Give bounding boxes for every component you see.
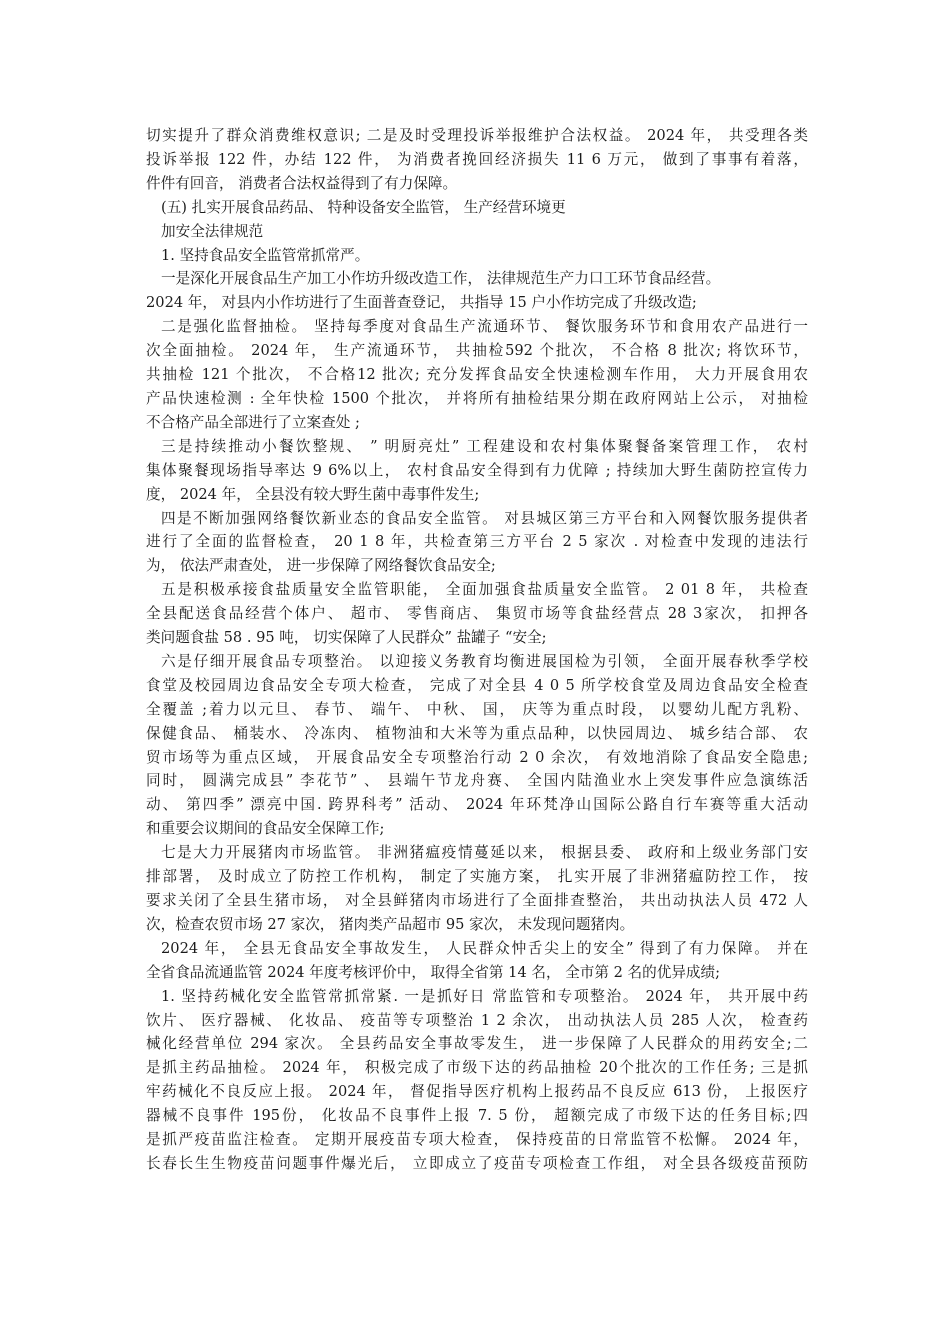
text-line: 动、 第四季” 漂亮中国. 跨界科考” 活动、 2024 年环梵净山国际公路自行车赛等重大活动 — [146, 796, 808, 814]
text-line: 投诉举报 122 件，办结 122 件， 为消费者挽回经济损失 11 6 万元， 做到了事事有着落， — [146, 150, 808, 168]
text-line: 械化经营单位 294 家次。 全县药品安全事故零发生， 进一步保障了人民群众的用药安全;二 — [146, 1035, 808, 1053]
text-line: 为， 依法严肃查处， 进一步保障了网络餐饮食品安全; — [146, 557, 496, 575]
text-line: 保健食品、 桶装水、 冷冻肉、 植物油和大米等为重点品种，以快园周边、 城乡结合部、 农 — [146, 724, 808, 742]
text-line: 次，检查农贸市场 27 家次， 猪肉类产品超市 95 家次， 未发现问题猪肉。 — [146, 915, 635, 933]
text-line: 1. 坚持药械化安全监管常抓常紧. 一是抓好日 常监管和专项整治。 2024 年， 共开展中药 — [161, 987, 808, 1005]
text-line: 全县配送食品经营个体户、 超市、 零售商店、 集贸市场等食盐经营点 28 3家次， 扣押各 — [146, 605, 808, 623]
text-line: 长春长生生物疫苗问题事件爆光后， 立即成立了疫苗专项检查工作组， 对全县各级疫苗预防 — [146, 1154, 808, 1172]
text-line: 饮片、 医疗器械、 化妆品、 疫苗等专项整治 1 2 余次， 出动执法人员 285 人次， 检查药 — [146, 1011, 808, 1029]
text-line: 度， 2024 年， 全县没有较大野生菌中毒事件发生; — [146, 485, 480, 503]
text-line: 是抓主药品抽检。 2024 年， 积极完成了市级下达的药品抽检 20个批次的工作任务; 三是抓 — [146, 1059, 808, 1077]
text-line: 进行了全面的监督检查， 20 1 8 年，共检查第三方平台 2 5 家次 . 对检查中发现的违法行 — [146, 533, 808, 551]
text-line: 次全面抽检。 2024 年， 生产流通环节， 共抽检592 个批次， 不合格 8 批次; 将饮环节， — [146, 342, 808, 360]
text-line: 不合格产品全部进行了立案查处 ; — [146, 413, 360, 431]
text-line: 食堂及校园周边食品安全专项大检查， 完成了对全县 4 0 5 所学校食堂及周边食品安全检查 — [146, 676, 808, 694]
text-line: 加安全法律规范 — [161, 222, 264, 240]
text-line: 六是仔细开展食品专项整治。 以迎接义务教育均衡进展国检为引领， 全面开展春秋季学校 — [161, 652, 808, 670]
text-line: 集体聚餐现场指导率达 9 6%以上， 农村食品安全得到有力优障 ; 持续加大野生菌防控宣传力 — [146, 461, 808, 479]
text-line: 排部署， 及时成立了防控工作机构， 制定了实施方案， 扎实开展了非洲猪瘟防控工作， 按 — [146, 868, 808, 886]
text-line: 产品快速检测 : 全年快检 1500 个批次， 并将所有抽检结果分期在政府网站上公示， 对抽检 — [146, 389, 808, 407]
text-line: 三是持续推动小餐饮整规、 ” 明厨亮灶” 工程建设和农村集体聚餐备案管理工作， 农村 — [161, 437, 808, 455]
text-line: 牢药械化不良反应上报。 2024 年， 督促指导医疗机构上报药品不良反应 613 份， 上报医疗 — [146, 1083, 808, 1101]
text-line: 四是不断加强网络餐饮新业态的食品安全监管。 对县城区第三方平台和入网餐饮服务提供者 — [161, 509, 808, 527]
text-line: 器械不良事件 195份， 化妆品不良事件上报 7. 5 份， 超额完成了市级下达的任务目标;四 — [146, 1107, 808, 1125]
text-line: 共抽检 121 个批次， 不合格12 批次; 充分发挥食品安全快速检测车作用， 大力开展食用农 — [146, 366, 808, 384]
text-line: 五是积极承接食盐质量安全监管职能， 全面加强食盐质量安全监管。 2 01 8 年， 共检查 — [161, 581, 808, 599]
text-line: 是抓严疫苗监注检查。 定期开展疫苗专项大检查， 保持疫苗的日常监管不松懈。 2024 年， — [146, 1131, 808, 1149]
text-line: 贸市场等为重点区域， 开展食品安全专项整治行动 2 0 余次， 有效地消除了食品安全隐患; — [146, 748, 808, 766]
text-line: 2024 年， 对县内小作坊进行了生面普查登记， 共指导 15 户小作坊完成了升级改造; — [146, 294, 697, 312]
text-line: (五) 扎实开展食品药品、 特种设备安全监管， 生产经营环境更 — [161, 198, 566, 216]
text-line: 和重要会议期间的食品安全保障工作; — [146, 820, 385, 838]
text-line: 2024 年， 全县无食品安全事故发生， 人民群众忡舌尖上的安全” 得到了有力保障。 并在 — [161, 939, 808, 957]
text-line: 同时， 圆满完成县” 李花节” 、 县端午节龙舟赛、 全国内陆渔业水上突发事件应急演练活 — [146, 772, 808, 790]
text-line: 1. 坚持食品安全监管常抓常严。 — [161, 246, 370, 264]
text-line: 切实提升了群众消费维权意识; 二是及时受理投诉举报维护合法权益。 2024 年， 共受理各类 — [146, 127, 808, 144]
text-line: 七是大力开展猪肉市场监管。 非洲猪瘟疫情蔓延以来， 根据县委、 政府和上级业务部门安 — [161, 844, 808, 862]
text-line: 全省食品流通监管 2024 年度考核评价中， 取得全省第 14 名， 全市第 2 名的优异成绩; — [146, 963, 721, 981]
text-line: 一是深化开展食品生产加工小作坊升级改造工作， 法律规范生产力口工环节食品经营。 — [161, 270, 721, 288]
text-line: 件件有回音， 消费者合法权益得到了有力保障。 — [146, 174, 458, 192]
text-line: 类问题食盐 58 . 95 吨， 切实保障了人民群众” 盐罐子 “安全; — [146, 629, 547, 647]
text-line: 全覆盖 ;着力以元旦、 春节、 端午、 中秋、 国， 庆等为重点时段， 以婴幼儿配方乳粉、 — [146, 700, 808, 718]
text-line: 要求关闭了全县生猪市场， 对全县鲜猪肉市场进行了全面排查整治， 共出动执法人员 472 人 — [146, 892, 808, 909]
text-line: 二是强化监督抽检。 坚持每季度对食品生产流通环节、 餐饮服务环节和食用农产品进行一 — [161, 318, 808, 336]
document-body — [146, 124, 808, 1176]
